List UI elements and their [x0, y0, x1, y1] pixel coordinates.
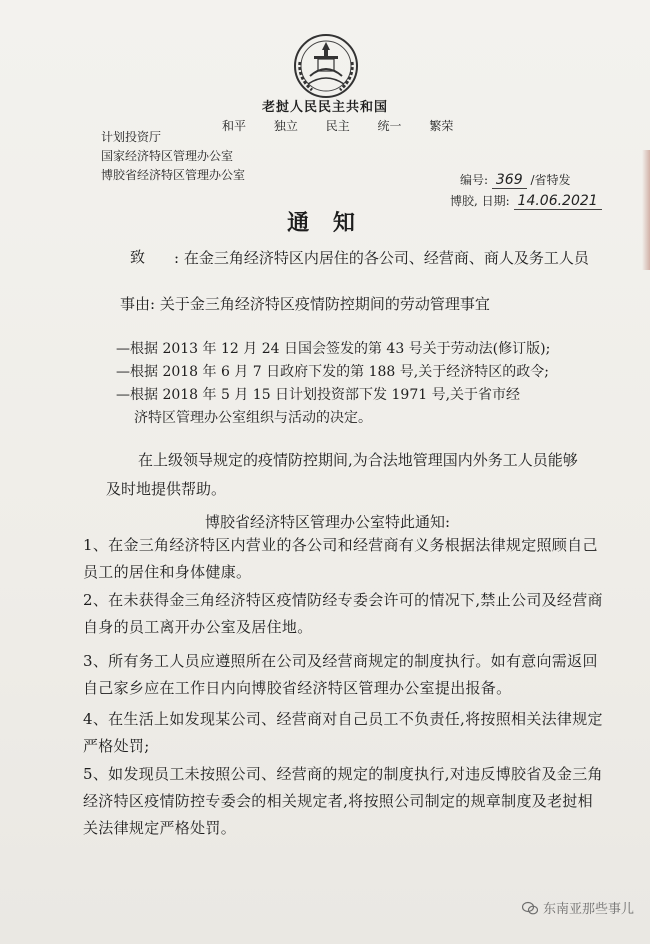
- number-suffix: /省特发: [530, 173, 571, 187]
- watermark-text: 东南亚那些事儿: [542, 902, 634, 917]
- date-label: 日期:: [481, 194, 510, 208]
- notice-item: 5、如发现员工未按照公司、经营商的规定的制度执行,对违反博胶省及金三角经济特区疫情防控专委会的相关规定者,将按照公司制定的规章制度及老挝相关法律规定严格处罚。: [83, 765, 603, 837]
- legal-basis-line: —根据 2018 年 6 月 7 日政府下发的第 188 号,关于经济特区的政令;: [116, 364, 549, 380]
- notice-item: 4、在生活上如发现某公司、经营商对自己员工不负责任,将按照相关法律规定严格处罚;: [83, 710, 603, 755]
- notice-item: 1、在金三角经济特区内营业的各公司和经营商有义务根据法律规定照顾自己员工的居住和身体健康。: [83, 536, 598, 581]
- motto-word: 和平: [222, 119, 247, 133]
- notice-item: 2、在未获得金三角经济特区疫情防经专委会许可的情况下,禁止公司及经营商自身的员工离开办公室及居住地。: [83, 591, 603, 636]
- watermark: [522, 898, 634, 917]
- country-name: 老挝人民民主共和国: [261, 100, 388, 115]
- intro-paragraph: 在上级领导规定的疫情防控期间,为合法地管理国内外务工人员能够及时地提供帮助。: [106, 451, 578, 498]
- wechat-icon: [522, 901, 538, 915]
- recipient-label: 致: [130, 248, 146, 266]
- number-value: 369: [492, 172, 527, 189]
- motto-word: 繁荣: [429, 119, 454, 133]
- issuer-department: 国家经济特区管理办公室: [101, 149, 234, 163]
- legal-basis-line: 济特区管理办公室组织与活动的决定。: [134, 410, 372, 426]
- legal-basis-line: —根据 2018 年 5 月 15 日计划投资部下发 1971 号,关于省市经: [116, 387, 521, 403]
- place-label: 博胶,: [450, 194, 478, 208]
- issuer-department: 博胶省经济特区管理办公室: [101, 168, 246, 182]
- recipient-text: : 在金三角经济特区内居住的各公司、经营商、商人及务工人员: [174, 249, 589, 267]
- motto-word: 独立: [273, 119, 298, 133]
- document-number: [460, 171, 570, 188]
- motto-word: 统一: [377, 119, 402, 133]
- notice-item: 3、所有务工人员应遵照所在公司及经营商规定的制度执行。如有意向需返回自己家乡应在工作日内向博胶省经济特区管理办公室提出报备。: [83, 652, 598, 697]
- subject-line: 事由: 关于金三角经济特区疫情防控期间的劳动管理事宜: [120, 295, 490, 313]
- notify-line: 博胶省经济特区管理办公室特此通知:: [205, 513, 451, 531]
- national-emblem-icon: [292, 32, 360, 100]
- issuer-department: 计划投资厅: [101, 130, 162, 144]
- national-motto: [222, 117, 477, 134]
- motto-word: 民主: [325, 119, 350, 133]
- number-label: 编号:: [460, 173, 489, 187]
- document-title: 通 知: [287, 210, 363, 236]
- date-value: 14.06.2021: [514, 193, 602, 210]
- legal-basis-line: —根据 2013 年 12 月 24 日国会签发的第 43 号关于劳动法(修订版);: [116, 341, 551, 357]
